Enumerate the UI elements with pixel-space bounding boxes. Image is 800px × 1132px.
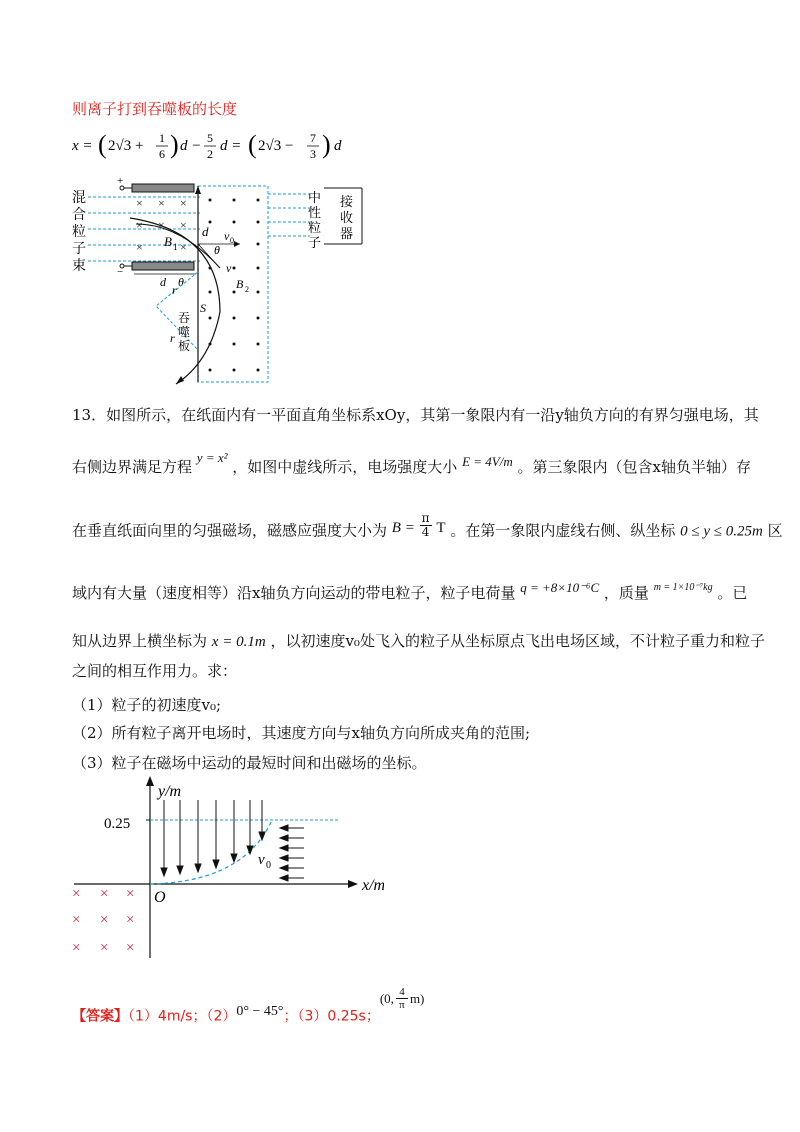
- b-cross: ×: [72, 886, 81, 902]
- v0-label: v: [258, 852, 265, 868]
- boundary-equation: y = x²: [196, 450, 228, 465]
- coord-open: (0,: [379, 990, 394, 1006]
- length-formula: [72, 128, 372, 164]
- formula-paren-close-1: ): [170, 130, 179, 159]
- formula-frac2-den: 2: [207, 147, 213, 161]
- answer-line: [72, 986, 425, 1029]
- b1-cross: ×: [180, 218, 187, 232]
- problem-text-3a: 在垂直纸面向里的匀强磁场，磁感应强度大小为: [72, 521, 388, 540]
- formula-paren-open-2: (: [248, 130, 257, 159]
- top-plate: [132, 184, 194, 192]
- label-d-top: d: [202, 224, 209, 239]
- formula-mid2: d =: [220, 138, 242, 154]
- receiver-char-2: 器: [340, 226, 354, 241]
- label-r2: r: [170, 331, 175, 345]
- question-1: （1）粒子的初速度v₀;: [72, 696, 222, 714]
- problem-text-5a: 知从边界上横坐标为: [72, 632, 208, 650]
- b-lhs: B =: [391, 519, 415, 536]
- fig1-left-char-2: 粒: [72, 225, 86, 240]
- problem-text-3c: 区: [767, 521, 783, 540]
- problem-line-1: [72, 404, 759, 425]
- right-char-0: 中: [308, 190, 322, 205]
- problem-text-1: 如图所示，在纸面内有一平面直角坐标系xOy，其第一象限内有一沿y轴负方向的有界匀强电场，其: [106, 406, 759, 424]
- b1-cross: ×: [180, 196, 187, 210]
- tick-label-y: 0.25: [104, 816, 131, 832]
- b-cross: ×: [126, 886, 135, 902]
- formula-lhs: x =: [72, 138, 93, 154]
- y-axis-label: y/m: [158, 783, 182, 800]
- length-formula-svg: [72, 128, 372, 164]
- formula-paren-close-2: ): [322, 130, 331, 159]
- label-b1: B: [164, 234, 172, 249]
- b-cross: ×: [100, 940, 109, 956]
- question-3: （3）粒子在磁场中运动的最短时间和出磁场的坐标。: [72, 754, 427, 772]
- receiver-char-0: 接: [340, 194, 354, 209]
- label-v0-sub: 0: [230, 236, 234, 245]
- y-range: 0 ≤ y ≤ 0.25m: [680, 523, 763, 540]
- formula-tail: d: [334, 138, 342, 154]
- label-s: S: [200, 301, 206, 315]
- fig1-left-char-3: 子: [72, 242, 86, 257]
- problem-text-4a: 域内有大量（速度相等）沿x轴负方向运动的带电粒子，粒子电荷量: [72, 584, 516, 602]
- b-fraction: [420, 512, 432, 539]
- problem-number: 13．: [72, 406, 107, 424]
- b-frac-den: 4: [420, 525, 432, 539]
- right-char-2: 粒: [308, 220, 322, 235]
- particle-arrows: [280, 825, 304, 881]
- problem-line-3: [72, 511, 783, 545]
- figure-1: [70, 172, 370, 390]
- problem-text-3b: 。在第一象限内虚线右侧、纵坐标: [450, 521, 676, 540]
- problem-text-4c: 。已: [717, 584, 748, 602]
- answer-part-1: （1）4m/s；（2）: [128, 1008, 237, 1025]
- formula-part-a: 2√3 +: [108, 138, 144, 154]
- charge: q = +8×10⁻⁶C: [520, 580, 600, 595]
- right-char-1: 性: [308, 205, 322, 220]
- field-strength: E = 4V/m: [462, 454, 513, 469]
- e-field-arrows: [161, 800, 265, 876]
- figure-1-svg: [70, 172, 370, 390]
- answer-coordinate: [380, 986, 425, 1011]
- right-char-3: 子: [308, 235, 322, 250]
- label-d-bottom: d: [160, 275, 166, 289]
- label-b2: B: [236, 277, 244, 291]
- coord-frac-den: π: [396, 998, 408, 1011]
- problem-text-2b: ，如图中虚线所示，电场强度大小: [232, 458, 458, 476]
- b-cross: ×: [72, 912, 81, 928]
- coord-fraction: [396, 986, 408, 1011]
- b-cross: ×: [126, 940, 135, 956]
- formula-paren-open-1: (: [98, 130, 107, 159]
- label-b1-sub: 1: [173, 242, 178, 252]
- b1-cross: ×: [136, 240, 143, 254]
- b-cross: ×: [100, 886, 109, 902]
- problem-line-5: [72, 630, 765, 651]
- label-b2-sub: 2: [245, 285, 249, 294]
- b1-cross: ×: [158, 196, 165, 210]
- v0-label-sub: 0: [266, 860, 271, 871]
- label-v: v: [226, 261, 232, 275]
- problem-line-2: [72, 450, 751, 477]
- label-v0: v: [224, 229, 230, 243]
- problem-text-2a: 右侧边界满足方程: [72, 458, 193, 476]
- parabola-boundary: [150, 820, 272, 884]
- origin-label: O: [154, 889, 166, 906]
- plate-char-0: 吞: [178, 311, 191, 325]
- receiver-char-1: 收: [340, 210, 354, 225]
- label-theta: θ: [214, 243, 220, 257]
- b-frac-num: π: [421, 511, 430, 525]
- figure-2: [64, 772, 384, 968]
- bottom-plate: [132, 262, 194, 270]
- formula-frac1-num: 1: [159, 131, 165, 145]
- b1-cross: ×: [180, 240, 187, 254]
- fig1-left-char-4: 束: [72, 259, 86, 274]
- solution-heading: 则离子打到吞噬板的长度: [72, 100, 238, 118]
- mass: m = 1×10⁻⁷kg: [653, 582, 713, 593]
- answer-angle-range: 0° − 45°: [236, 1003, 284, 1019]
- problem-text-2c: 。第三象限内（包含x轴负半轴）存: [517, 458, 751, 476]
- question-2: （2）所有粒子离开电场时，其速度方向与x轴负方向所成夹角的范围;: [72, 724, 531, 742]
- plate-char-2: 板: [178, 339, 191, 353]
- b1-cross: ×: [136, 196, 143, 210]
- label-r1: r: [172, 283, 177, 297]
- coord-close: m): [409, 990, 425, 1006]
- answer-tag: 【答案】: [72, 1008, 128, 1025]
- b2-region: [198, 186, 268, 382]
- formula-frac3-den: 3: [310, 147, 316, 161]
- b-cross: ×: [72, 940, 81, 956]
- b1-cross: ×: [136, 218, 143, 232]
- fig1-left-char-0: 混: [72, 191, 86, 206]
- minus-terminal: −: [117, 266, 124, 278]
- formula-part-b: 2√3 −: [258, 138, 294, 154]
- plus-terminal: +: [117, 175, 124, 187]
- label-theta-2: θ: [178, 275, 184, 289]
- plate-char-1: 噬: [178, 325, 191, 339]
- problem-line-4: [72, 582, 747, 603]
- fig1-left-char-1: 合: [72, 208, 86, 223]
- formula-frac1-den: 6: [159, 147, 165, 161]
- b-cross: ×: [126, 912, 135, 928]
- answer-part-2: ；（3）0.25s；: [283, 1008, 380, 1025]
- coord-frac-num: 4: [399, 986, 405, 998]
- formula-frac2-num: 5: [207, 131, 213, 145]
- b1-cross: ×: [158, 218, 165, 232]
- x-axis-label: x/m: [362, 877, 384, 894]
- b-cross: ×: [100, 912, 109, 928]
- x-coordinate: x = 0.1m: [211, 634, 266, 650]
- problem-text-5b: ，以初速度v₀处飞入的粒子从坐标原点飞出电场区域，不计粒子重力和粒子: [270, 632, 765, 650]
- formula-mid1: d −: [180, 138, 202, 154]
- formula-frac3-num: 7: [310, 131, 316, 145]
- problem-text-4b: ，质量: [603, 584, 649, 602]
- figure-2-svg: [64, 772, 384, 968]
- b-unit: T: [436, 519, 446, 536]
- problem-line-6: 之间的相互作用力。求：: [72, 662, 238, 680]
